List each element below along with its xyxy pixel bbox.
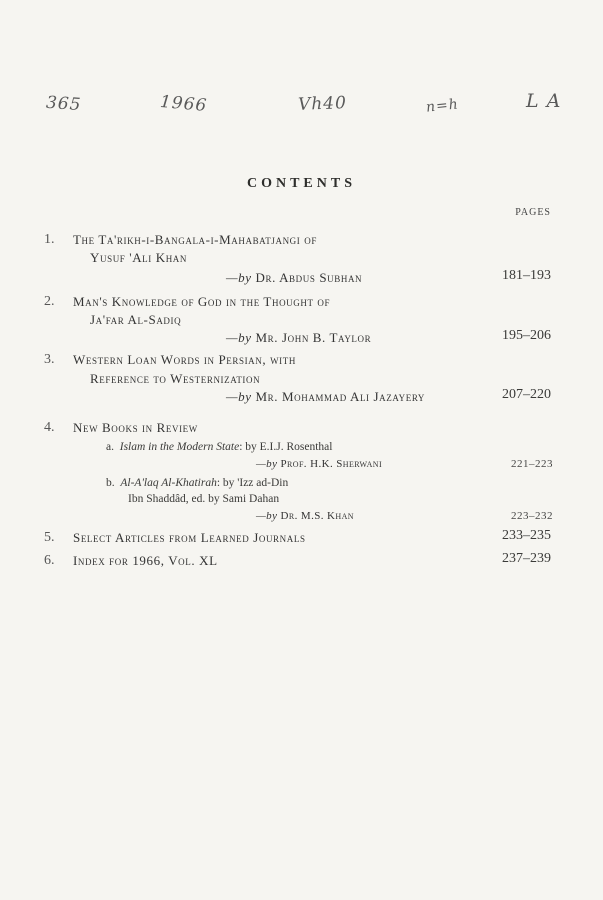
review-byline	[256, 458, 382, 470]
handwritten-note: 1966	[159, 91, 209, 117]
entry-number: 3.	[44, 352, 55, 367]
entry-number: 2.	[44, 294, 55, 309]
entry-title: Yusuf 'Ali Khan	[90, 250, 188, 265]
reviewer: Dr. M.S. Khan	[280, 510, 354, 522]
entry-title: Index for 1966, Vol. XL	[73, 553, 218, 568]
entry-title: Man's Knowledge of God in the Thought of	[73, 294, 331, 309]
entry-pages: 207–220	[502, 387, 551, 402]
entry-pages: 195–206	[502, 328, 551, 343]
entry-pages: 233–235	[502, 528, 551, 543]
by-prefix: —by	[226, 330, 252, 345]
entry-author: Mr. Mohammad Ali Jazayery	[255, 389, 426, 404]
review-item	[106, 441, 332, 453]
handwritten-note: L A	[526, 90, 562, 112]
entry-pages: 181–193	[502, 268, 551, 283]
pages-column-header: PAGES	[515, 207, 551, 218]
by-prefix: —by	[226, 270, 252, 285]
entry-number: 4.	[44, 420, 55, 435]
entry-author: Dr. Abdus Subhan	[255, 270, 363, 285]
entry-number: 1.	[44, 232, 55, 247]
review-item	[106, 477, 288, 489]
entry-byline	[226, 389, 425, 405]
entry-number: 5.	[44, 530, 55, 545]
entry-title: New Books in Review	[73, 420, 198, 435]
review-book-author: : by 'Izz ad-Din	[216, 477, 289, 489]
handwritten-note: 365	[45, 92, 83, 116]
handwritten-note: n=h	[425, 96, 460, 116]
entry-number: 6.	[44, 553, 55, 568]
entry-title: Western Loan Words in Persian, with	[73, 352, 296, 367]
entry-byline	[226, 270, 362, 286]
page-title: CONTENTS	[246, 176, 357, 191]
by-prefix: —by	[256, 458, 278, 470]
entry-byline	[226, 330, 371, 346]
entry-title: Reference to Westernization	[90, 371, 261, 386]
handwritten-note: Vh40	[297, 93, 348, 115]
review-letter: b.	[106, 477, 115, 489]
reviewer: Prof. H.K. Sherwani	[280, 458, 383, 470]
review-pages: 223–232	[511, 510, 553, 522]
review-book-title: Al-A'laq Al-Khatirah	[120, 477, 217, 489]
review-letter: a.	[106, 441, 114, 453]
review-book-author: : by E.I.J. Rosenthal	[239, 441, 333, 453]
entry-author: Mr. John B. Taylor	[255, 330, 372, 345]
entry-title: Select Articles from Learned Journals	[73, 530, 306, 545]
review-book-title: Islam in the Modern State	[119, 441, 240, 453]
review-pages: 221–223	[511, 458, 553, 470]
entry-pages: 237–239	[502, 551, 551, 566]
review-book-details: Ibn Shaddâd, ed. by Sami Dahan	[128, 493, 280, 505]
entry-title: Ja'far Al-Sadiq	[90, 312, 182, 327]
entry-title: The Ta'rikh-i-Bangala-i-Mahabatjangi of	[73, 232, 317, 247]
by-prefix: —by	[256, 510, 278, 522]
review-byline	[256, 510, 354, 522]
by-prefix: —by	[226, 389, 252, 404]
